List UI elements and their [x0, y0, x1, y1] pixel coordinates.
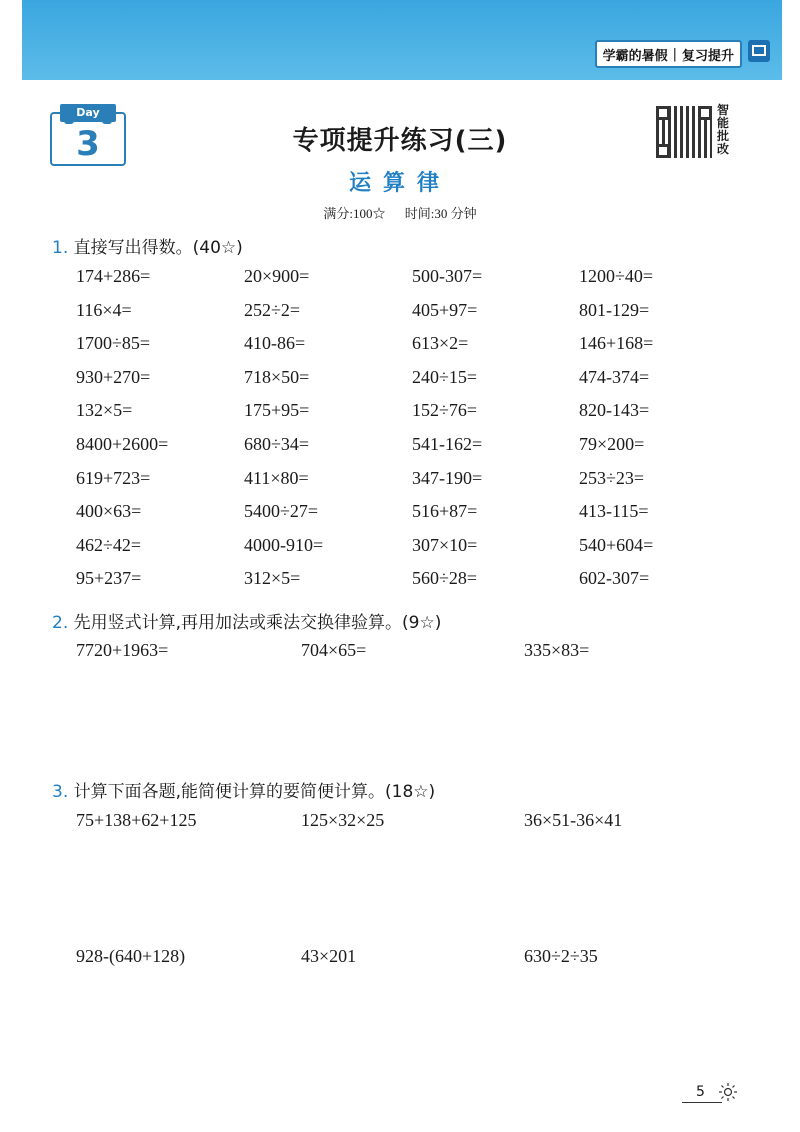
exercise-item: 540+604= [579, 534, 654, 555]
qr-finder [698, 106, 712, 120]
question-3-row [76, 946, 756, 976]
time-limit: 时间:30 分钟 [404, 206, 477, 221]
qr-code-icon[interactable] [656, 106, 712, 158]
exercise-item: 5400÷27= [244, 501, 319, 522]
exercise-item: 613×2= [412, 333, 469, 354]
exercise-item: 125×32×25 [301, 810, 385, 830]
exercise-item: 411×80= [244, 467, 309, 488]
exercise-row [76, 333, 756, 363]
question-text: 先用竖式计算,再用加法或乘法交换律验算。(9☆) [73, 613, 442, 633]
exercise-item: 560÷28= [412, 568, 478, 589]
question-number: 2. [52, 613, 69, 633]
exercise-row [76, 400, 756, 430]
exercise-item: 680÷34= [244, 434, 310, 454]
question-number: 3. [52, 782, 69, 802]
exercise-item: 152÷76= [412, 400, 478, 421]
exercise-item: 516+87= [412, 501, 478, 522]
exercise-item: 174+286= [76, 266, 151, 286]
exercise-item: 1200÷40= [579, 266, 654, 286]
exercise-row [76, 568, 756, 598]
exercise-item: 307×10= [412, 534, 478, 555]
exercise-row [76, 434, 756, 464]
question-2-heading [52, 608, 441, 633]
exercise-item: 36×51-36×41 [524, 810, 623, 830]
brand-separator: | [672, 46, 677, 62]
qr-label-char: 智 [717, 103, 730, 117]
score-time-info [0, 203, 800, 222]
exercise-row [76, 535, 756, 565]
exercise-item: 4000-910= [244, 534, 324, 555]
exercise-item: 928-(640+128) [76, 946, 186, 966]
exercise-row [76, 300, 756, 330]
qr-label-char: 改 [717, 142, 730, 156]
exercise-item: 400×63= [76, 501, 142, 522]
question-text: 计算下面各题,能简便计算的要简便计算。(18☆) [73, 782, 436, 802]
exercise-item: 95+237= [76, 568, 142, 589]
page-title: 专项提升练习(三) [292, 126, 508, 156]
question-text: 直接写出得数。(40☆) [73, 238, 243, 258]
exercise-item: 474-374= [579, 366, 650, 387]
exercise-item: 75+138+62+125 [76, 810, 197, 830]
exercise-item: 312×5= [244, 568, 301, 589]
exercise-item: 335×83= [524, 640, 590, 660]
book-icon [748, 40, 770, 62]
exercise-item: 413-115= [579, 501, 649, 522]
day-label: Day [60, 104, 116, 122]
full-score: 满分:100☆ [323, 206, 386, 221]
brand-section: 复习提升 [681, 48, 734, 64]
exercise-item: 240÷15= [412, 366, 478, 387]
brand-name: 学霸的暑假 [602, 48, 668, 64]
qr-label-char: 批 [717, 129, 730, 143]
exercise-item: 146+168= [579, 333, 654, 354]
exercise-item: 347-190= [412, 467, 483, 488]
exercise-item: 410-86= [244, 333, 306, 354]
exercise-row [76, 501, 756, 531]
page-number: 5 [696, 1084, 705, 1100]
exercise-item: 619+723= [76, 467, 151, 488]
day-number: 3 [76, 124, 100, 164]
exercise-item: 820-143= [579, 400, 650, 421]
qr-label-char: 能 [717, 116, 730, 130]
exercise-item: 79×200= [579, 434, 645, 454]
exercise-item: 405+97= [412, 299, 478, 320]
exercise-item: 8400+2600= [76, 434, 169, 454]
page-subtitle: 运算律 [348, 171, 451, 196]
exercise-item: 500-307= [412, 266, 483, 286]
exercise-item: 43×201 [301, 946, 357, 966]
exercise-item: 132×5= [76, 400, 133, 421]
exercise-item: 1700÷85= [76, 333, 151, 354]
exercise-item: 541-162= [412, 434, 483, 454]
question-3-row [76, 810, 756, 840]
exercise-item: 602-307= [579, 568, 650, 589]
sun-icon [718, 1082, 738, 1102]
exercise-item: 252÷2= [244, 299, 301, 320]
exercise-item: 175+95= [244, 400, 310, 421]
exercise-item: 801-129= [579, 299, 650, 320]
qr-finder [656, 144, 670, 158]
question-1-heading [52, 233, 243, 258]
page-number-underline [682, 1102, 722, 1103]
exercise-row [76, 367, 756, 397]
question-number: 1. [52, 238, 69, 258]
question-2-items [76, 640, 756, 670]
exercise-row [76, 468, 756, 498]
exercise-item: 7720+1963= [76, 640, 169, 660]
qr-finder [656, 106, 670, 120]
exercise-item: 630÷2÷35 [524, 946, 598, 966]
question-3-heading [52, 777, 435, 802]
exercise-item: 930+270= [76, 366, 151, 387]
brand-label [595, 40, 742, 68]
exercise-item: 116×4= [76, 299, 132, 320]
exercise-item: 20×900= [244, 266, 310, 286]
exercise-item: 718×50= [244, 366, 310, 387]
exercise-item: 253÷23= [579, 467, 645, 488]
exercise-row [76, 266, 756, 296]
qr-label [717, 104, 733, 156]
exercise-item: 704×65= [301, 640, 367, 660]
exercise-item: 462÷42= [76, 534, 142, 555]
